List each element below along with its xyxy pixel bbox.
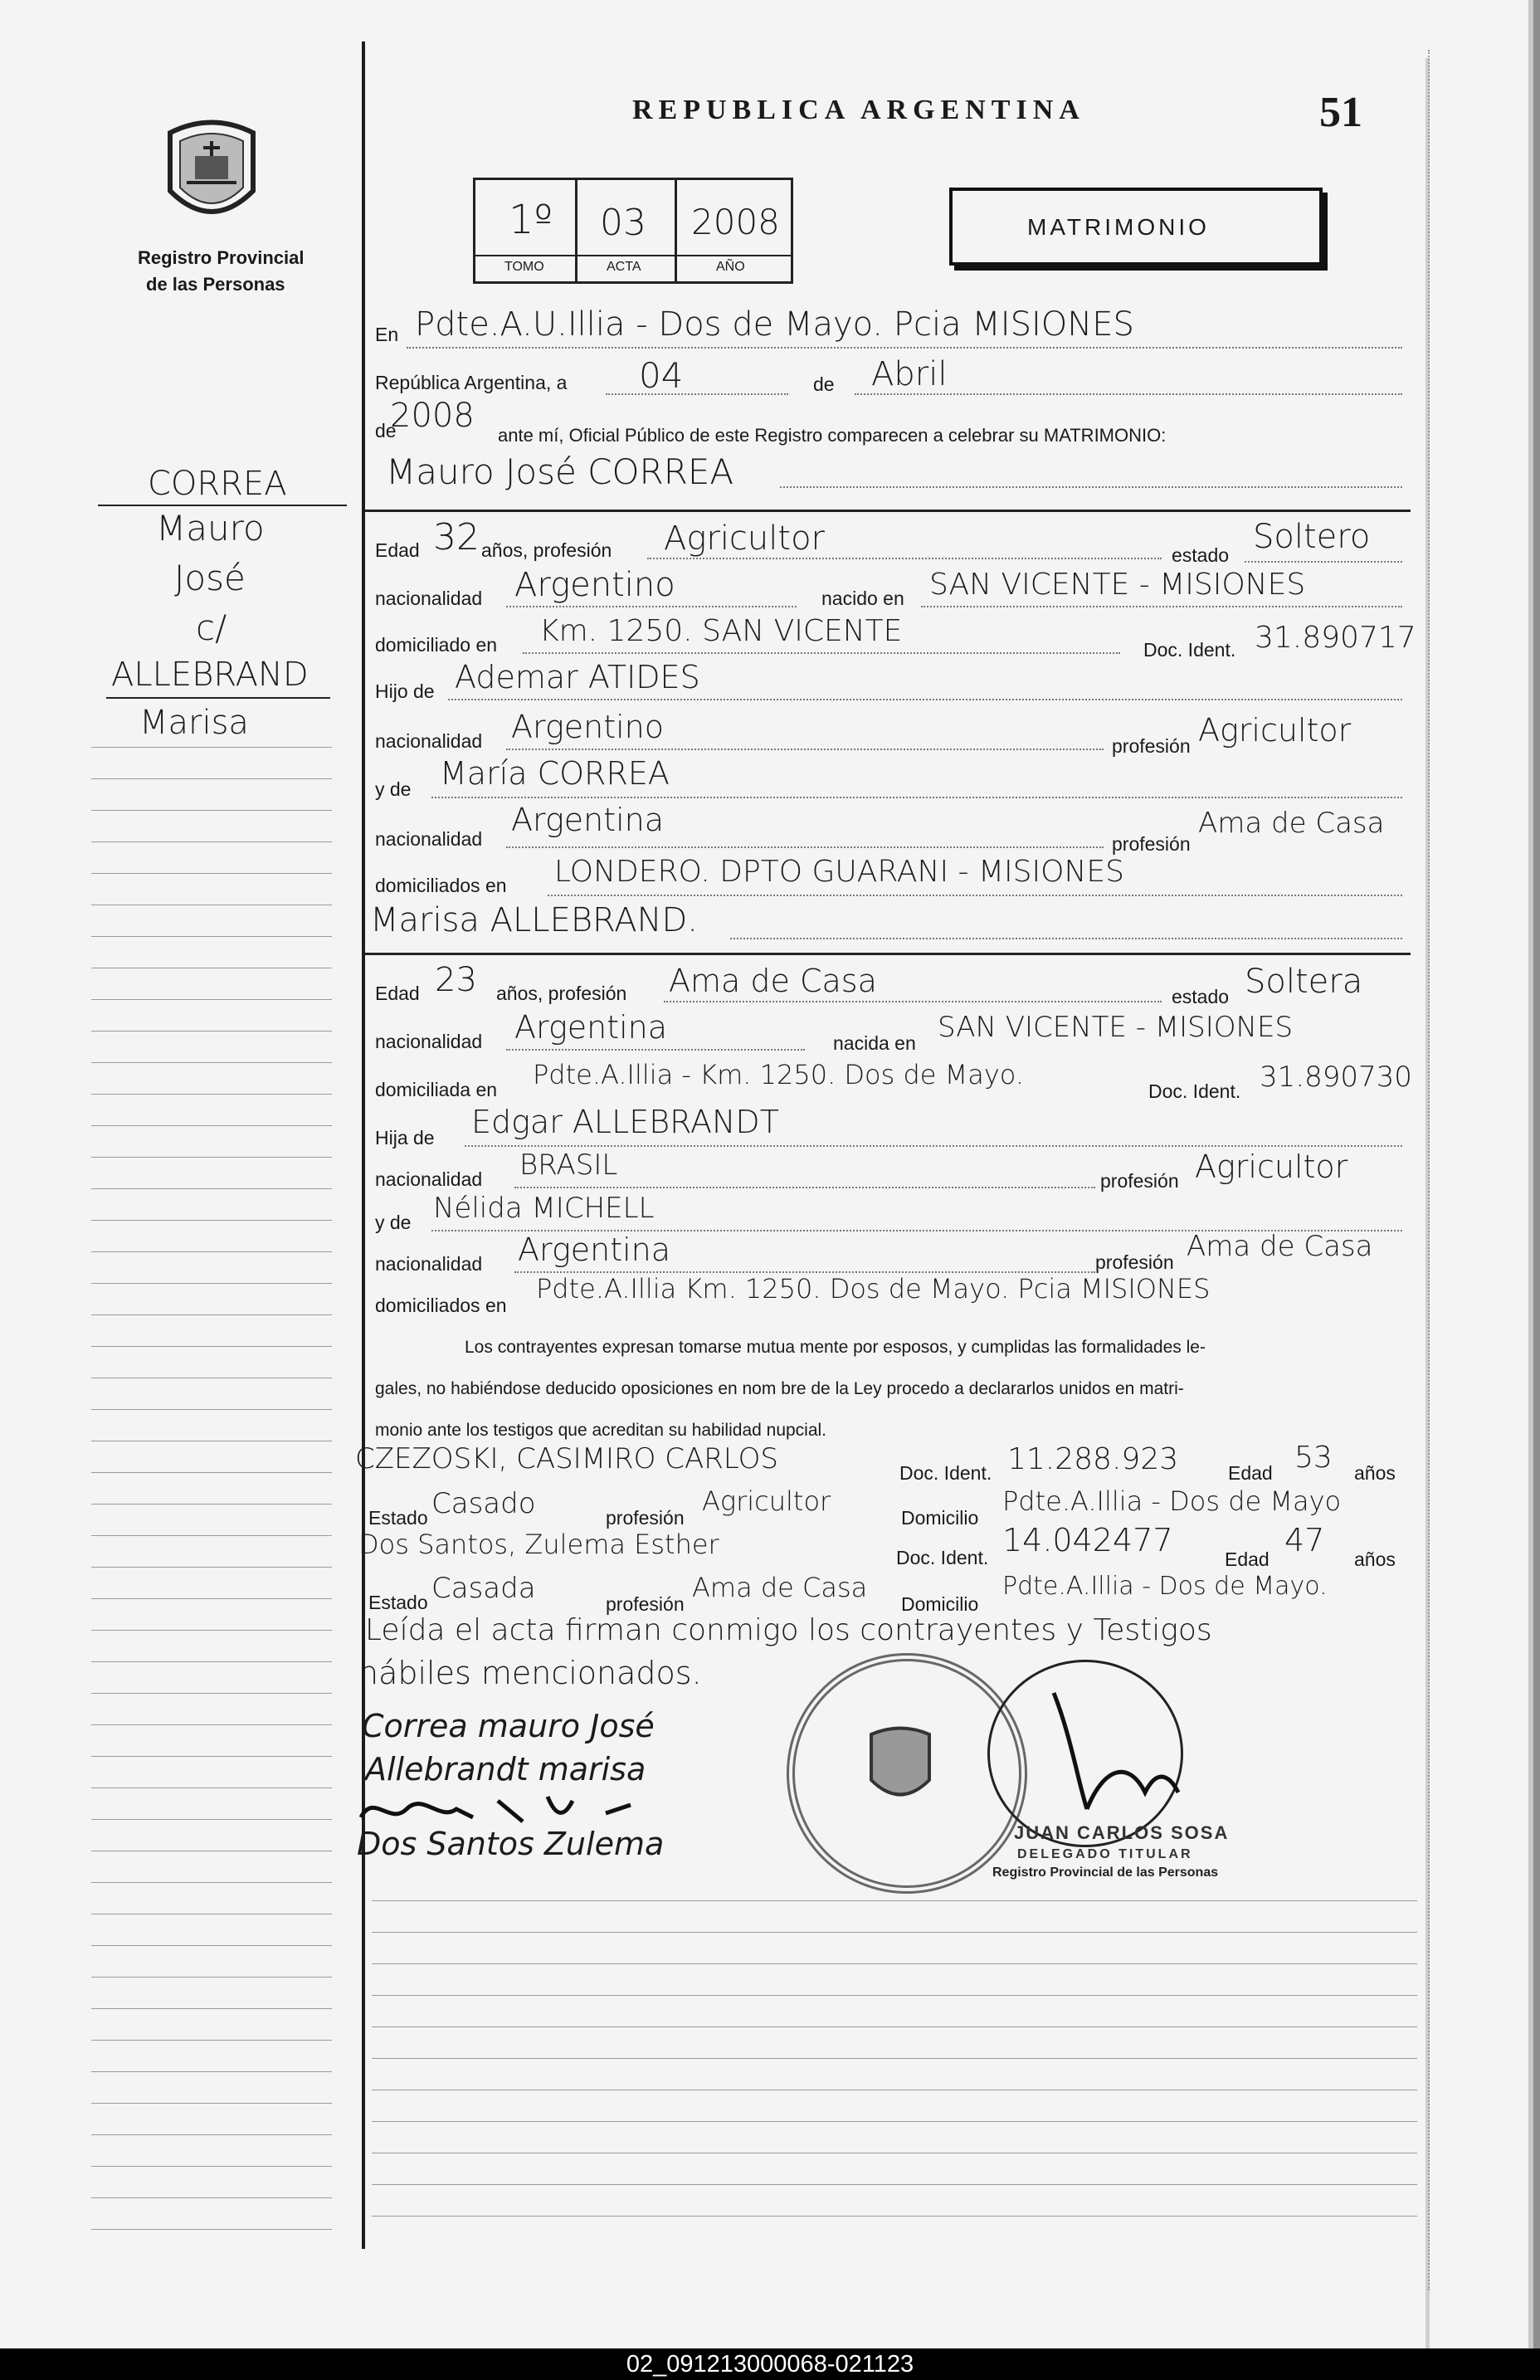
groom-father-prof: Agricultor [1198, 712, 1352, 749]
bride-father-line [465, 1145, 1402, 1147]
bride-nacionalidad: Argentina [514, 1009, 668, 1046]
groom-domicilio: Km. 1250. SAN VICENTE [539, 614, 903, 648]
groom-domicilio-line [523, 652, 1120, 654]
groom-edad: 32 [433, 516, 480, 558]
margin-rule-line [91, 2197, 332, 2198]
witness1-name: CZEZOSKI, CASIMIRO CARLOS [355, 1442, 778, 1475]
country-heading: REPUBLICA ARGENTINA [632, 95, 1085, 125]
bride-nacionalidad-line [506, 1049, 805, 1051]
official-signature-scrawl [1021, 1668, 1203, 1834]
margin-rule [98, 505, 347, 506]
groom-hijo-label: Hijo de [375, 680, 435, 702]
margin-rule-line [91, 1661, 332, 1662]
margin-rule-line [91, 2166, 332, 2167]
bride-estado: Soltera [1245, 963, 1363, 1001]
bride-nacionalidad-label: nacionalidad [375, 1031, 483, 1052]
bride-domicilio: Pdte.A.Illia - Km. 1250. Dos de Mayo. [533, 1059, 1024, 1090]
witness1-doc: 11.288.923 [1007, 1442, 1179, 1476]
declaration-line1: Los contrayentes expresan tomarse mutua mente por esposos, y cumplidas las formalidades le- [465, 1338, 1206, 1357]
stamp-emblem-icon [863, 1726, 938, 1809]
groom-nacionalidad-line [506, 606, 797, 607]
closing-line2: hábiles mencionados. [358, 1655, 702, 1691]
bride-doc-label: Doc. Ident. [1148, 1080, 1241, 1102]
witness2-edad-label: Edad [1225, 1548, 1270, 1570]
margin-rule-line [91, 1819, 332, 1820]
witness2-anos-label: años [1354, 1548, 1396, 1570]
margin-conjunction: c/ [196, 607, 227, 648]
margin-rule-line [91, 1567, 332, 1568]
witness1-estado: Casado [431, 1487, 536, 1520]
ante-text: ante mí, Oficial Público de este Registro comparecen a celebrar su MATRIMONIO: [498, 425, 1167, 446]
bride-estado-label: estado [1172, 986, 1230, 1007]
groom-father-nac-line [506, 749, 1104, 750]
margin-surname-bride: ALLEBRAND [111, 656, 309, 694]
bottom-rule-line [372, 1932, 1417, 1933]
bottom-rule-line [372, 2184, 1417, 2185]
margin-rule-line [91, 2008, 332, 2009]
right-binding-line [1427, 50, 1430, 2290]
margin-rule-line [91, 1882, 332, 1883]
margin-rule-line [91, 1756, 332, 1757]
section-rule-groom [365, 510, 1411, 512]
witness1-profesion-label: profesión [606, 1507, 685, 1529]
groom-mother-prof: Ama de Casa [1198, 807, 1385, 840]
groom-nacido-label: nacido en [821, 588, 904, 609]
witness2-domicilio-label: Domicilio [901, 1593, 979, 1615]
margin-name-bride: Marisa [139, 704, 249, 742]
bottom-rule-line [372, 1900, 1417, 1901]
acta-label: ACTA [607, 260, 641, 274]
groom-name-line [780, 486, 1402, 488]
groom-profesion: Agricultor [664, 519, 825, 558]
groom-mother-nac-line [506, 846, 1104, 848]
margin-rule-line [91, 1472, 332, 1473]
bride-father-nac: BRASIL [519, 1149, 618, 1182]
margin-name2-groom: José [174, 558, 246, 598]
groom-father-line [448, 699, 1402, 700]
witness1-edad: 53 [1294, 1441, 1333, 1475]
day-line [606, 393, 788, 395]
margin-rule-line [91, 778, 332, 779]
witness2-profesion-label: profesión [606, 1593, 685, 1615]
bottom-rule-line [372, 2026, 1417, 2027]
margin-rule-line [91, 1346, 332, 1347]
margin-rule-line [91, 1693, 332, 1694]
margin-rule-line [91, 2071, 332, 2072]
republica-label: República Argentina, a [375, 372, 568, 393]
margin-rule-line [91, 2229, 332, 2230]
groom-edad-label: Edad [375, 539, 420, 561]
margin-rule-line [91, 936, 332, 937]
groom-nacido: SAN VICENTE - MISIONES [929, 568, 1306, 602]
bride-mother-prof-label: profesión [1095, 1251, 1174, 1273]
groom-domicilio-label: domiciliado en [375, 634, 498, 656]
witness2-doc-label: Doc. Ident. [896, 1547, 989, 1568]
signature-bride: Allebrandt marisa [365, 1751, 646, 1787]
margin-rule-line [91, 1598, 332, 1599]
section-rule-bride [365, 953, 1411, 955]
registry-name-line1: Registro Provincial [138, 247, 305, 268]
groom-mother: María CORREA [440, 755, 670, 792]
place-line [407, 347, 1402, 349]
declaration-line3: monio ante los testigos que acreditan su habilidad nupcial. [375, 1421, 827, 1440]
groom-doc: 31.890717 [1255, 621, 1416, 655]
margin-rule-line [91, 1094, 332, 1095]
bride-mother-nac-label: nacionalidad [375, 1253, 483, 1275]
margin-rule-line [91, 873, 332, 874]
bride-y-de-label: y de [375, 1212, 412, 1233]
bottom-rule-line [372, 1963, 1417, 1964]
margin-rule-line [91, 1535, 332, 1536]
margin-rule-line [91, 2103, 332, 2104]
margin-rule-line [91, 1630, 332, 1631]
bottom-rule-line [372, 2216, 1417, 2217]
margin-rule-line [91, 1314, 332, 1315]
witness1-estado-label: Estado [368, 1507, 428, 1529]
margin-rule-line [91, 2134, 332, 2135]
declaration-line2: gales, no habiéndose deducido oposiciones en nom bre de la Ley procedo a declararlos unidos en matri- [375, 1379, 1184, 1398]
tomo-value: 1º [509, 197, 553, 243]
witness2-name: Dos Santos, Zulema Esther [358, 1529, 719, 1560]
bride-parents-dom: Pdte.A.Illia Km. 1250. Dos de Mayo. Pcia MISIONES [536, 1273, 1211, 1305]
official-name: JUAN CARLOS SOSA [1014, 1822, 1230, 1843]
witness2-edad: 47 [1284, 1522, 1325, 1558]
margin-rule-line [91, 1157, 332, 1158]
date-year: 2008 [390, 397, 475, 435]
closing-line1: Leída el acta firman conmigo los contrayentes y Testigos [365, 1613, 1212, 1647]
witness1-doc-label: Doc. Ident. [899, 1462, 992, 1484]
groom-mother-prof-label: profesión [1112, 833, 1191, 855]
witness1-domicilio-label: Domicilio [901, 1507, 979, 1529]
witness1-domicilio: Pdte.A.Illia - Dos de Mayo [1002, 1485, 1342, 1517]
margin-rule-line [91, 1220, 332, 1221]
witness2-estado-label: Estado [368, 1592, 428, 1613]
groom-estado-line [1245, 561, 1402, 563]
bride-edad: 23 [435, 961, 477, 999]
bride-mother-nac: Argentina [518, 1231, 671, 1268]
groom-parents-dom-line [548, 895, 1402, 896]
margin-rule-line [91, 999, 332, 1000]
groom-profesion-line [647, 558, 1162, 559]
ano-label: AÑO [716, 260, 745, 274]
margin-rule-line [91, 1283, 332, 1284]
witness2-estado: Casada [431, 1572, 536, 1605]
margin-rule-line [91, 1724, 332, 1725]
en-label: En [375, 324, 399, 345]
margin-rule-line [91, 1787, 332, 1788]
bride-edad-label: Edad [375, 983, 420, 1004]
date-day: 04 [639, 355, 684, 396]
bride-mother-prof: Ama de Casa [1187, 1230, 1373, 1263]
official-registry: Registro Provincial de las Personas [992, 1865, 1219, 1880]
groom-mother-line [431, 797, 1402, 798]
bride-father-nac-label: nacionalidad [375, 1168, 483, 1190]
margin-divider [362, 41, 365, 2249]
groom-father-prof-label: profesión [1112, 735, 1191, 757]
signature-witness2: Dos Santos Zulema [357, 1826, 665, 1862]
groom-father: Ademar ATIDES [455, 659, 700, 695]
bride-nacida-label: nacida en [833, 1032, 916, 1054]
groom-nacido-line [921, 606, 1402, 607]
act-type: MATRIMONIO [1027, 214, 1210, 240]
margin-rule-line [91, 1504, 332, 1505]
margin-rule-line [91, 747, 332, 748]
margin-name-groom: Mauro [156, 508, 265, 549]
ano-value: 2008 [691, 202, 780, 242]
groom-nacionalidad-label: nacionalidad [375, 588, 483, 609]
tomo-label: TOMO [504, 260, 544, 274]
bride-father: Edgar ALLEBRANDT [471, 1104, 779, 1140]
margin-surname-groom: CORREA [148, 465, 287, 503]
file-id-bar [0, 2348, 1540, 2380]
margin-rule-line [91, 841, 332, 842]
groom-mother-nac: Argentina [511, 802, 665, 838]
bride-nacida: SAN VICENTE - MISIONES [938, 1011, 1294, 1044]
bottom-rule-line [372, 2058, 1417, 2059]
margin-rule-line [91, 1409, 332, 1410]
margin-rule-line [91, 1251, 332, 1252]
bride-profesion-line [664, 1001, 1162, 1002]
groom-y-de-label: y de [375, 778, 412, 800]
month-line [855, 393, 1402, 395]
signature-groom: Correa mauro José [362, 1708, 655, 1744]
bride-profesion-label: años, profesión [496, 983, 627, 1004]
margin-rule-line [91, 1062, 332, 1063]
groom-father-nac-label: nacionalidad [375, 730, 483, 752]
date-month: Abril [871, 355, 948, 393]
margin-rule-2 [106, 697, 330, 699]
bride-name: Marisa ALLEBRAND. [370, 901, 699, 939]
de-label: de [813, 373, 835, 395]
bride-hija-label: Hija de [375, 1127, 435, 1149]
registry-name-line2: de las Personas [146, 274, 285, 295]
groom-name: Mauro José CORREA [386, 451, 734, 492]
margin-rule-line [91, 1125, 332, 1126]
witness1-profesion: Agricultor [702, 1485, 831, 1517]
groom-estado-label: estado [1172, 544, 1230, 566]
groom-parents-dom: LONDERO. DPTO GUARANI - MISIONES [554, 855, 1124, 889]
bride-father-prof: Agricultor [1195, 1149, 1348, 1185]
bride-father-prof-label: profesión [1100, 1170, 1179, 1192]
bride-doc: 31.890730 [1260, 1061, 1412, 1094]
bride-father-nac-line [514, 1187, 1095, 1188]
witness2-domicilio: Pdte.A.Illia - Dos de Mayo. [1002, 1572, 1328, 1601]
page-number: 51 [1319, 89, 1362, 136]
bottom-rule-line [372, 2121, 1417, 2122]
bride-domicilio-label: domiciliada en [375, 1079, 498, 1100]
official-title: DELEGADO TITULAR [1017, 1847, 1193, 1861]
witness2-doc: 14.042477 [1002, 1522, 1173, 1558]
place-value: Pdte.A.U.Illia - Dos de Mayo. Pcia MISIONES [415, 305, 1134, 344]
witness1-edad-label: Edad [1228, 1462, 1273, 1484]
bride-mother: Nélida MICHELL [433, 1192, 655, 1225]
groom-parents-dom-label: domiciliados en [375, 875, 507, 896]
groom-estado: Soltero [1253, 518, 1371, 556]
margin-rule-line [91, 2040, 332, 2041]
witness1-anos-label: años [1354, 1462, 1396, 1484]
groom-mother-nac-label: nacionalidad [375, 828, 483, 850]
margin-rule-line [91, 1188, 332, 1189]
witness2-profesion: Ama de Casa [692, 1572, 868, 1603]
acta-value: 03 [600, 202, 646, 244]
provincial-seal-icon [162, 116, 261, 232]
bottom-rule-line [372, 1995, 1417, 1996]
act-type-box [949, 188, 1323, 266]
margin-rule-line [91, 810, 332, 811]
margin-rule-line [91, 1977, 332, 1978]
bride-name-line [730, 938, 1402, 939]
bride-profesion: Ama de Casa [669, 963, 877, 999]
groom-father-nac: Argentino [511, 709, 665, 745]
groom-doc-label: Doc. Ident. [1143, 639, 1236, 661]
groom-nacionalidad: Argentino [514, 566, 675, 604]
bride-parents-dom-label: domiciliados en [375, 1295, 507, 1316]
record-number-box [473, 178, 793, 284]
de-year-label: de [375, 420, 397, 441]
file-id: 02_091213000068-021123 [626, 2351, 914, 2378]
margin-rule-line [91, 1945, 332, 1946]
groom-profesion-label: años, profesión [481, 539, 612, 561]
